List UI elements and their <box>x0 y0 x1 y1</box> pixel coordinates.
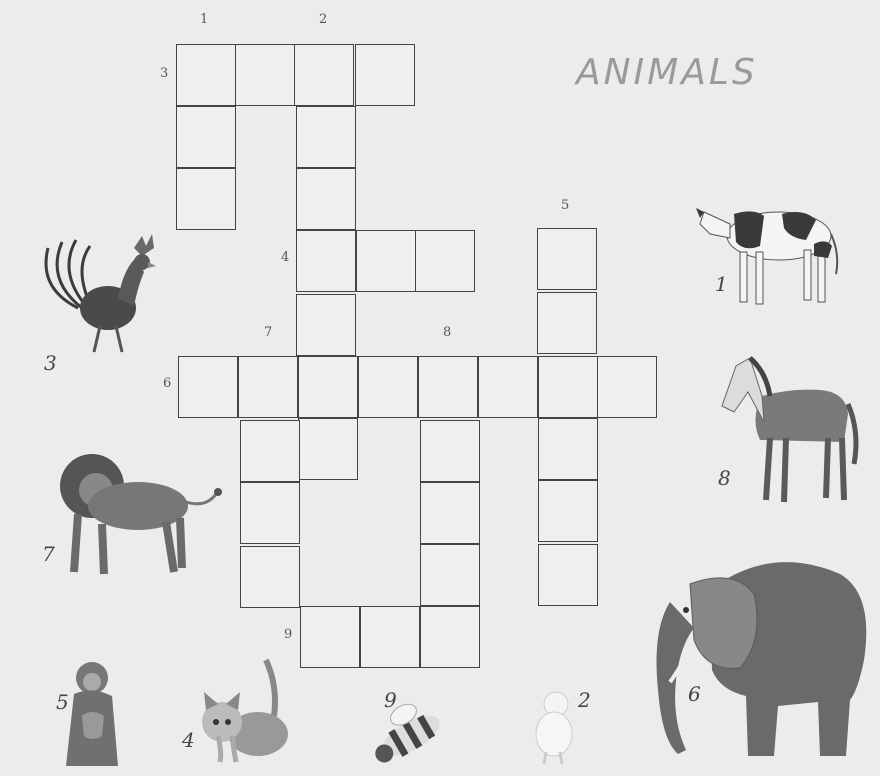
clue-number-3: 3 <box>160 66 169 81</box>
bee-picture <box>368 700 452 764</box>
crossword-cell[interactable] <box>296 106 356 168</box>
picture-number-3: 3 <box>44 351 57 375</box>
clue-number-6: 6 <box>163 376 172 391</box>
picture-number-7: 7 <box>42 542 55 566</box>
picture-number-6: 6 <box>688 682 701 706</box>
crossword-cell[interactable] <box>176 44 236 106</box>
clue-number-7: 7 <box>264 325 273 340</box>
clue-number-8: 8 <box>443 325 452 340</box>
crossword-cell[interactable] <box>420 606 480 668</box>
crossword-cell[interactable] <box>538 418 598 480</box>
picture-number-5: 5 <box>56 690 69 714</box>
crossword-cell[interactable] <box>356 230 416 292</box>
crossword-cell[interactable] <box>478 356 538 418</box>
clue-number-5: 5 <box>561 198 570 213</box>
crossword-cell[interactable] <box>235 44 295 106</box>
crossword-cell[interactable] <box>178 356 238 418</box>
sheep-picture <box>526 686 582 766</box>
crossword-cell[interactable] <box>355 44 415 106</box>
horse-picture <box>720 352 860 512</box>
crossword-cell[interactable] <box>358 356 418 418</box>
crossword-cell[interactable] <box>240 420 300 482</box>
crossword-cell[interactable] <box>296 230 356 292</box>
crossword-cell[interactable] <box>597 356 657 418</box>
crossword-cell[interactable] <box>538 544 598 606</box>
crossword-cell[interactable] <box>298 418 358 480</box>
cat-picture <box>196 656 296 766</box>
picture-number-4: 4 <box>182 728 195 752</box>
crossword-cell[interactable] <box>296 294 356 356</box>
crossword-cell[interactable] <box>296 168 356 230</box>
crossword-cell[interactable] <box>418 356 478 418</box>
clue-number-2: 2 <box>319 12 328 27</box>
rooster-picture <box>38 228 158 358</box>
crossword-cell[interactable] <box>537 292 597 354</box>
cow-picture <box>694 194 844 314</box>
clue-number-1: 1 <box>200 12 209 27</box>
crossword-cell[interactable] <box>420 420 480 482</box>
lion-picture <box>58 444 228 584</box>
picture-number-1: 1 <box>715 272 728 296</box>
clue-number-9: 9 <box>284 627 293 642</box>
worksheet-title: ANIMALS <box>576 52 758 93</box>
crossword-cell[interactable] <box>538 480 598 542</box>
picture-number-2: 2 <box>578 688 591 712</box>
picture-number-9: 9 <box>384 688 397 712</box>
crossword-cell[interactable] <box>360 606 420 668</box>
crossword-cell[interactable] <box>294 44 354 106</box>
crossword-cell[interactable] <box>240 482 300 544</box>
crossword-cell[interactable] <box>298 356 358 418</box>
crossword-cell[interactable] <box>176 106 236 168</box>
crossword-cell[interactable] <box>238 356 298 418</box>
crossword-cell[interactable] <box>420 482 480 544</box>
crossword-cell[interactable] <box>300 606 360 668</box>
crossword-cell[interactable] <box>176 168 236 230</box>
clue-number-4: 4 <box>281 250 290 265</box>
crossword-cell[interactable] <box>538 356 598 418</box>
elephant-picture <box>650 550 876 764</box>
crossword-cell[interactable] <box>420 544 480 606</box>
crossword-cell[interactable] <box>240 546 300 608</box>
monkey-picture <box>62 656 126 768</box>
picture-number-8: 8 <box>718 466 731 490</box>
crossword-cell[interactable] <box>537 228 597 290</box>
crossword-cell[interactable] <box>415 230 475 292</box>
